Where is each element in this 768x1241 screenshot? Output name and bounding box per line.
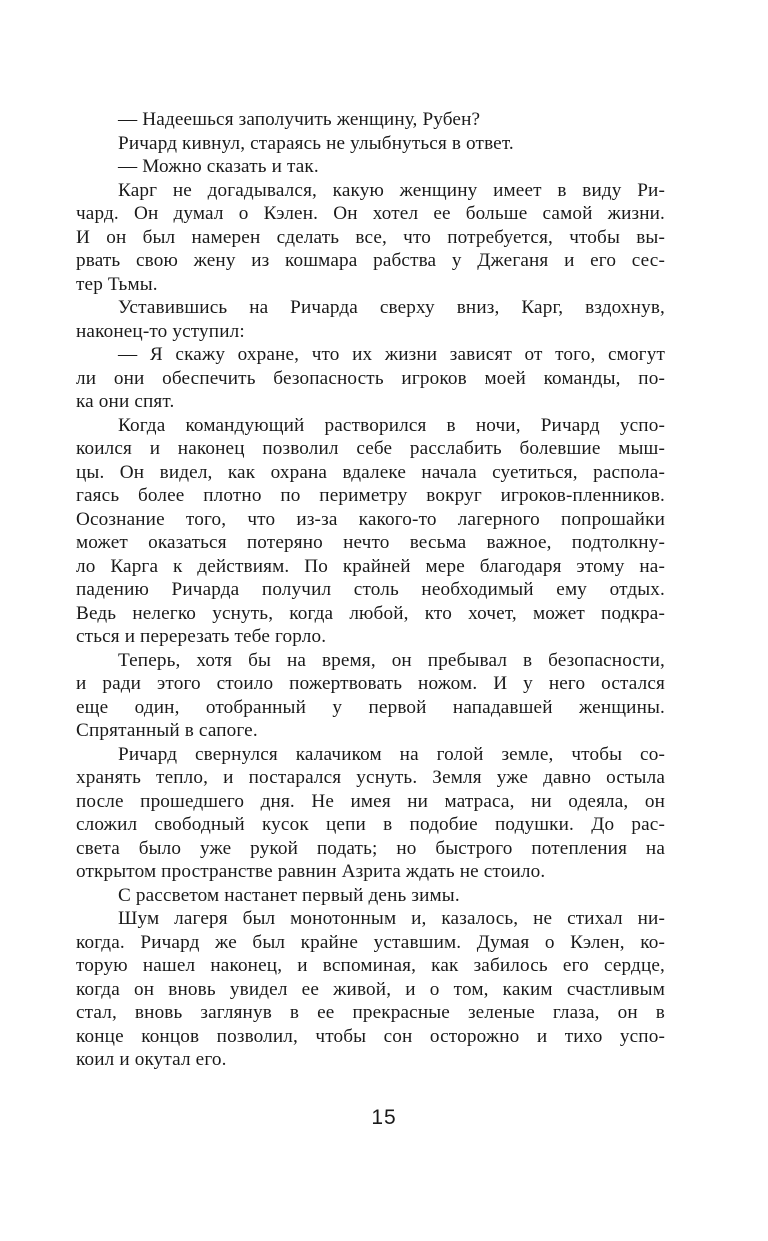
- text-line: коился и наконец позволил себе расслабить болевшие мыш-: [76, 438, 665, 459]
- text-line: после прошедшего дня. Не имея ни матраса, ни одеяла, он: [76, 790, 665, 812]
- text-line: Уставившись на Ричарда сверху вниз, Карг, вздохнув,: [118, 297, 665, 318]
- text-line: — Надеешься заполучить женщину, Рубен?: [118, 109, 481, 130]
- text-line: Шум лагеря был монотонным и, казалось, не стихал ни-: [118, 908, 665, 929]
- text-line: сться и перерезать тебе горло.: [76, 626, 327, 647]
- text-line: цы. Он видел, как охрана вдалеке начала суетиться, распола-: [76, 461, 665, 483]
- text-line: тер Тьмы.: [76, 273, 158, 295]
- text-line: — Можно сказать и так.: [118, 156, 319, 177]
- text-line: Теперь, хотя бы на время, он пребывал в безопасности,: [118, 649, 665, 671]
- text-line: конце концов позволил, чтобы сон осторожно и тихо успо-: [76, 1025, 665, 1047]
- text-line: гаясь более плотно по периметру вокруг игроков-пленников.: [76, 485, 665, 506]
- text-line: хранять тепло, и постарался уснуть. Земля уже давно остыла: [76, 767, 665, 788]
- text-line: когда. Ричард же был крайне уставшим. Думая о Кэлен, ко-: [76, 931, 665, 953]
- text-line: С рассветом настанет первый день зимы.: [118, 884, 460, 906]
- text-line: И он был намерен сделать все, что потребуется, чтобы вы-: [76, 226, 665, 248]
- text-line: Ведь нелегко уснуть, когда любой, кто хочет, может подкра-: [76, 602, 665, 624]
- text-line: света было уже рукой подать; но быстрого потепления на: [76, 837, 665, 859]
- text-line: — Я скажу охране, что их жизни зависят от того, смогут: [118, 344, 665, 365]
- body-text: [76, 108, 665, 1072]
- text-line: стал, вновь заглянув в ее прекрасные зеленые глаза, он в: [76, 1002, 665, 1023]
- text-line: торую нашел наконец, и вспоминая, как забилось его сердце,: [76, 955, 665, 976]
- text-line: ли они обеспечить безопасность игроков моей команды, по-: [76, 367, 665, 389]
- text-line: сложил свободный кусок цепи в подобие подушки. До рас-: [76, 814, 665, 835]
- text-line: наконец-то уступил:: [76, 320, 245, 342]
- text-line: Ричард кивнул, стараясь не улыбнуться в ответ.: [118, 132, 514, 154]
- text-line: еще один, отобранный у первой нападавшей женщины.: [76, 696, 665, 718]
- text-line: Осознание того, что из-за какого-то лагерного попрошайки: [76, 508, 665, 530]
- text-line: рвать свою жену из кошмара рабства у Джеганя и его сес-: [76, 250, 665, 271]
- text-line: когда он вновь увидел ее живой, и о том, каким счастливым: [76, 978, 665, 1000]
- text-line: может оказаться потеряно нечто весьма важное, подтолкну-: [76, 532, 665, 553]
- text-line: Ричард свернулся калачиком на голой земле, чтобы со-: [118, 743, 665, 765]
- text-line: ло Карга к действиям. По крайней мере благодаря этому на-: [76, 555, 665, 577]
- text-line: открытом пространстве равнин Азрита ждать не стоило.: [76, 861, 546, 882]
- text-line: Карг не догадывался, какую женщину имеет в виду Ри-: [118, 179, 665, 201]
- text-line: чард. Он думал о Кэлен. Он хотел ее больше самой жизни.: [76, 203, 665, 224]
- text-line: ка они спят.: [76, 391, 175, 412]
- text-line: коил и окутал его.: [76, 1049, 227, 1070]
- page-number: 15: [371, 1106, 397, 1129]
- text-line: и ради этого стоило пожертвовать ножом. И у него остался: [76, 673, 665, 694]
- text-line: падению Ричарда получил столь необходимый ему отдых.: [76, 579, 665, 600]
- text-line: Когда командующий растворился в ночи, Ричард успо-: [118, 414, 665, 436]
- text-line: Спрятанный в сапоге.: [76, 720, 258, 741]
